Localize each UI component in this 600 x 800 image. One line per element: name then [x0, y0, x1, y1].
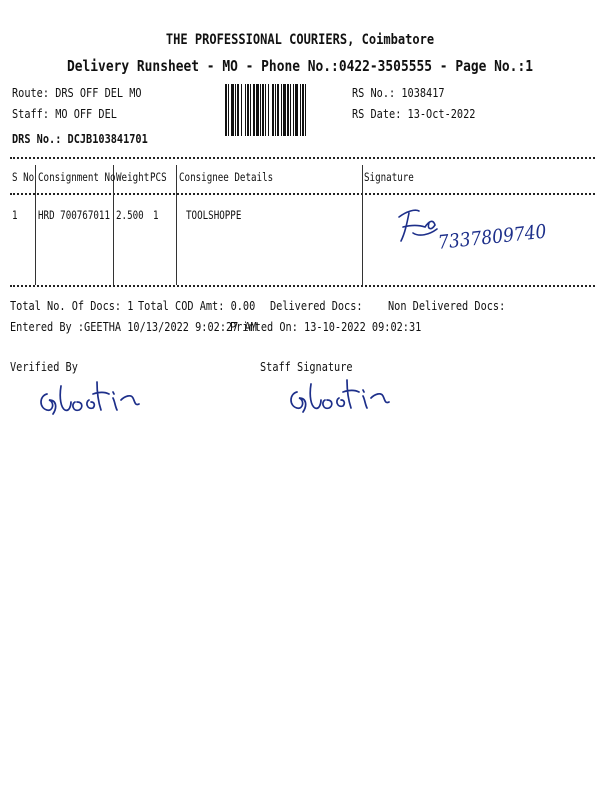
barcode-bar [283, 84, 286, 136]
barcode-bar [241, 84, 242, 136]
printed-on: Printed On: 13-10-2022 09:02:31 [230, 319, 422, 334]
company-title: THE PROFESSIONAL COURIERS, Coimbatore [165, 32, 435, 48]
barcode-bar [293, 84, 294, 136]
staff-label: Staff: MO OFF DEL [12, 106, 117, 121]
barcode-bar [300, 84, 301, 136]
drs-number: DRS No.: DCJB103841701 [12, 131, 148, 146]
barcode-bar [295, 84, 298, 136]
barcode-bar [305, 84, 306, 136]
row-consignee: TOOLSHOPPE [186, 208, 242, 222]
barcode-bar [245, 84, 246, 136]
barcode-bar [247, 84, 249, 136]
barcode-bar [290, 84, 291, 136]
barcode-bar [281, 84, 282, 136]
barcode-bar [228, 84, 229, 136]
col-divider [362, 165, 363, 285]
col-header-pcs: PCS [150, 170, 167, 184]
barcode-bar [225, 84, 227, 136]
staff-signature-label: Staff Signature [260, 359, 353, 374]
barcode-bar [237, 84, 239, 136]
total-docs: Total No. Of Docs: 1 [10, 298, 134, 313]
route-label: Route: DRS OFF DEL MO [12, 85, 142, 100]
barcode-bar [260, 84, 261, 136]
rs-date: RS Date: 13-Oct-2022 [352, 106, 476, 121]
col-header-consignee: Consignee Details [179, 170, 274, 184]
row-sno: 1 [12, 208, 18, 222]
table-bottom-rule [10, 285, 595, 287]
receiver-signature [393, 203, 443, 247]
delivered-docs: Delivered Docs: [270, 298, 363, 313]
barcode-bar [272, 84, 274, 136]
col-divider [35, 165, 36, 285]
rs-number: RS No.: 1038417 [352, 85, 445, 100]
col-header-weight: Weight [116, 170, 150, 184]
total-cod-amount: Total COD Amt: 0.00 [138, 298, 256, 313]
barcode-bar [275, 84, 276, 136]
col-header-signature: Signature [364, 170, 414, 184]
verified-by-signature [35, 372, 145, 422]
barcode-bar [268, 84, 269, 136]
table-header-rule [10, 193, 595, 195]
barcode [225, 84, 340, 136]
barcode-bar [287, 84, 289, 136]
non-delivered-docs: Non Delivered Docs: [388, 298, 506, 313]
barcode-bar [250, 84, 251, 136]
col-header-sno: S No [12, 170, 35, 184]
row-pcs: 1 [153, 208, 159, 222]
barcode-bar [302, 84, 304, 136]
staff-signature [285, 370, 395, 420]
col-divider [176, 165, 177, 285]
barcode-bar [277, 84, 279, 136]
barcode-bar [265, 84, 266, 136]
col-header-consignment: Consignment No [38, 170, 116, 184]
entered-by: Entered By :GEETHA 10/13/2022 9:02:27 AM [10, 319, 257, 334]
row-weight: 2.500 [116, 208, 144, 222]
row-consignment-no: HRD 700767011 [38, 208, 111, 222]
handwritten-phone: 7337809740 [437, 220, 548, 254]
barcode-bar [235, 84, 236, 136]
barcode-bar [262, 84, 264, 136]
runsheet-subtitle: Delivery Runsheet - MO - Phone No.:0422-3505555 - Page No.:1 [66, 57, 533, 75]
barcode-bar [253, 84, 255, 136]
verified-by-label: Verified By [10, 359, 78, 374]
table-top-rule [10, 157, 595, 159]
barcode-bar [256, 84, 259, 136]
barcode-bar [231, 84, 234, 136]
